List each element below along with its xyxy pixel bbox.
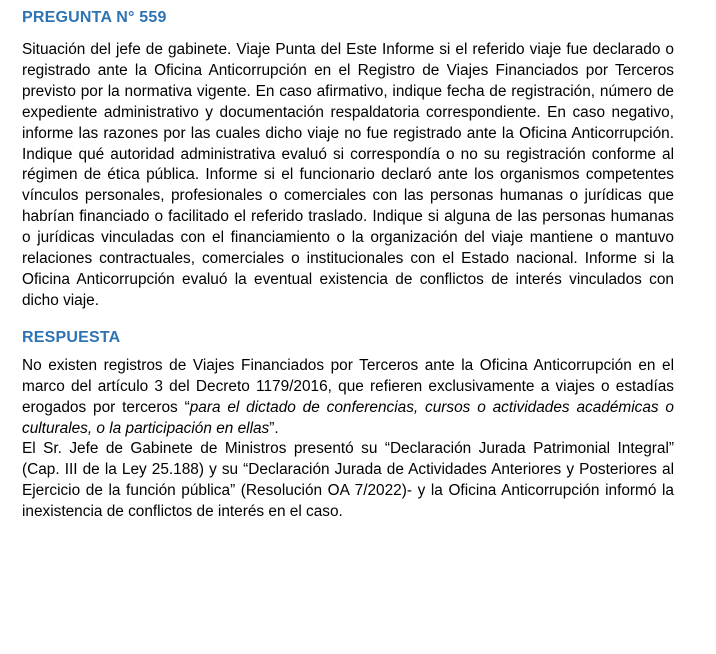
answer-paragraph-1-start: No existen registros de Viajes Financiados por Terceros ante la Oficina Anticorrupción en el marco del artículo 3 del Decreto 1179/2016, que refieren exclusivamente a viajes o estadías erogados por terceros “ xyxy=(22,356,674,416)
answer-quote-italic: para el dictado de conferencias, cursos o actividades académicas o culturales, o la participación en ellas xyxy=(22,398,674,437)
question-heading: PREGUNTA N° 559 xyxy=(22,9,167,26)
answer-paragraph-1-end: ”. xyxy=(269,419,279,437)
document-page xyxy=(22,8,674,523)
answer-paragraph-2: El Sr. Jefe de Gabinete de Ministros presentó su “Declaración Jurada Patrimonial Integral” (Cap. III de la Ley 25.188) y su “Declaración Jurada de Actividades Anteriores y Posteriores al Ejercicio de la función pública” (Resolución OA 7/2022)- y la Oficina Anticorrupción informó la inexistencia de conflictos de interés en el caso. xyxy=(22,440,674,521)
answer-heading: RESPUESTA xyxy=(22,328,121,346)
answer-paragraph-1 xyxy=(22,356,674,440)
question-body: Situación del jefe de gabinete. Viaje Punta del Este Informe si el referido viaje fue declarado o registrado ante la Oficina Anticorrupción en el Registro de Viajes Financiados por Terceros previsto por la normativa vigente. En caso afirmativo, indique fecha de registración, número de expediente administrativo y documentación respaldatoria correspondiente. En caso negativo, informe las razones por las cuales dicho viaje no fue registrado ante la Oficina Anticorrupción. Indique qué autoridad administrativa evaluó si correspondía o no su registración conforme al régimen de ética pública. Informe si el funcionario declaró ante los organismos competentes vínculos personales, profesionales o comerciales con las personas humanas o jurídicas que habrían financiado o facilitado el referido traslado. Indique si alguna de las personas humanas o jurídicas vinculadas con el financiamiento o la organización del viaje mantiene o mantuvo relaciones contractuales, comerciales o institucionales con el Estado nacional. Informe si la Oficina Anticorrupción evaluó la eventual existencia de conflictos de interés vinculados con dicho viaje. xyxy=(22,41,674,309)
